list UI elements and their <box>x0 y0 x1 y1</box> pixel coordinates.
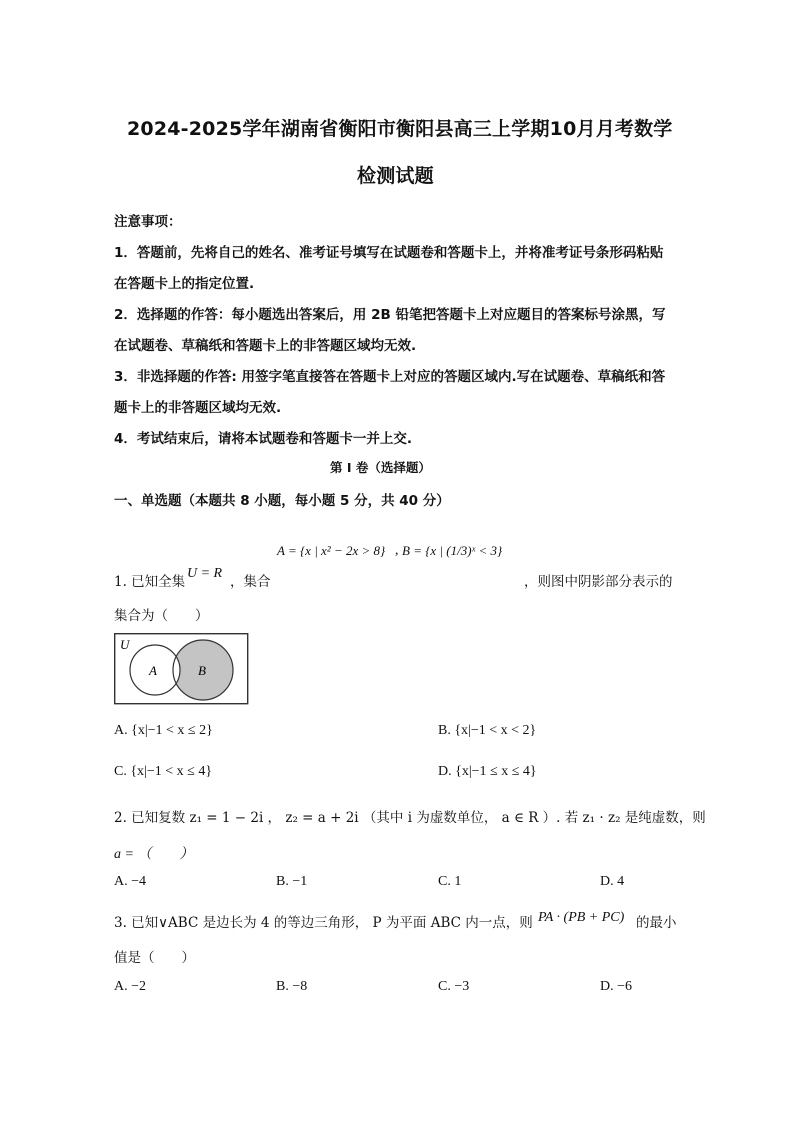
q3-line2: 值是（ ） <box>114 950 195 966</box>
venn-label-u: U <box>120 637 130 652</box>
q3-option-d: D. −6 <box>600 979 633 994</box>
q3-option-b: B. −8 <box>276 979 308 994</box>
q3-option-c: C. −3 <box>438 979 470 994</box>
q1-option-a: A. {x|−1 < x ≤ 2} <box>114 723 213 738</box>
q3-line1-post: 的最小 <box>636 915 677 931</box>
q1-line2: 集合为（ ） <box>114 608 209 624</box>
q1-set-a: A = {x | x² − 2x > 8} <box>277 543 386 558</box>
q3-option-a: A. −2 <box>114 979 147 994</box>
venn-diagram <box>114 633 250 706</box>
notice-line: 在答题卡上的指定位置. <box>114 276 255 292</box>
q1-option-c: C. {x|−1 < x ≤ 4} <box>114 764 213 779</box>
q2-line2: a = （ ） <box>114 847 194 862</box>
q1-mid: ，集合 <box>230 574 271 590</box>
q1-comma: , <box>395 543 399 558</box>
q1-prefix: 1. 已知全集 <box>114 574 186 590</box>
q1-suffix: ，则图中阴影部分表示的 <box>524 574 673 590</box>
q3-vector-expression: PA · (PB + PC) <box>538 910 625 925</box>
page-subtitle: 检测试题 <box>357 165 434 187</box>
notice-line: 题卡上的非答题区域均无效. <box>114 400 282 416</box>
notice-line: 3．非选择题的作答: 用签字笔直接答在答题卡上对应的答题区域内.写在试题卷、草稿纸和答 <box>114 369 666 385</box>
notice-line: 1．答题前，先将自己的姓名、准考证号填写在试题卷和答题卡上，并将准考证号条形码粘贴 <box>114 245 664 261</box>
q1-option-d: D. {x|−1 ≤ x ≤ 4} <box>438 764 537 779</box>
q3-line1-pre: 3. 已知∨ABC 是边长为 4 的等边三角形， P 为平面 ABC 内一点，则 <box>114 915 533 931</box>
notice-line: 2．选择题的作答：每小题选出答案后，用 2B 铅笔把答题卡上对应题目的答案标号涂黑，写 <box>114 307 666 323</box>
q2-option-c: C. 1 <box>438 874 462 889</box>
q2-option-a: A. −4 <box>114 874 147 889</box>
q2-line1: 2. 已知复数 z₁ = 1 − 2i ， z₂ = a + 2i （其中 i 为虚数单位， a ∈ R ）. 若 z₁ · z₂ 是纯虚数，则 <box>114 810 706 826</box>
q1-set-b: B = {x | (1/3)ˣ < 3} <box>402 543 503 558</box>
notice-line: 在试题卷、草稿纸和答题卡上的非答题区域均无效. <box>114 338 417 354</box>
q1-option-b: B. {x|−1 < x < 2} <box>438 723 537 738</box>
notice-line: 4．考试结束后，请将本试题卷和答题卡一并上交. <box>114 431 413 447</box>
page-title: 2024-2025学年湖南省衡阳市衡阳县高三上学期10月月考数学 <box>127 118 673 140</box>
q1-universe: U = R <box>187 566 223 581</box>
venn-label-b: B <box>198 663 206 678</box>
notice-heading: 注意事项： <box>114 214 182 230</box>
q2-option-d: D. 4 <box>600 874 625 889</box>
q2-option-b: B. −1 <box>276 874 308 889</box>
volume-title: 第 I 卷（选择题） <box>330 460 431 475</box>
venn-label-a: A <box>149 663 157 678</box>
section-heading: 一、单选题（本题共 8 小题，每小题 5 分，共 40 分） <box>114 493 450 509</box>
